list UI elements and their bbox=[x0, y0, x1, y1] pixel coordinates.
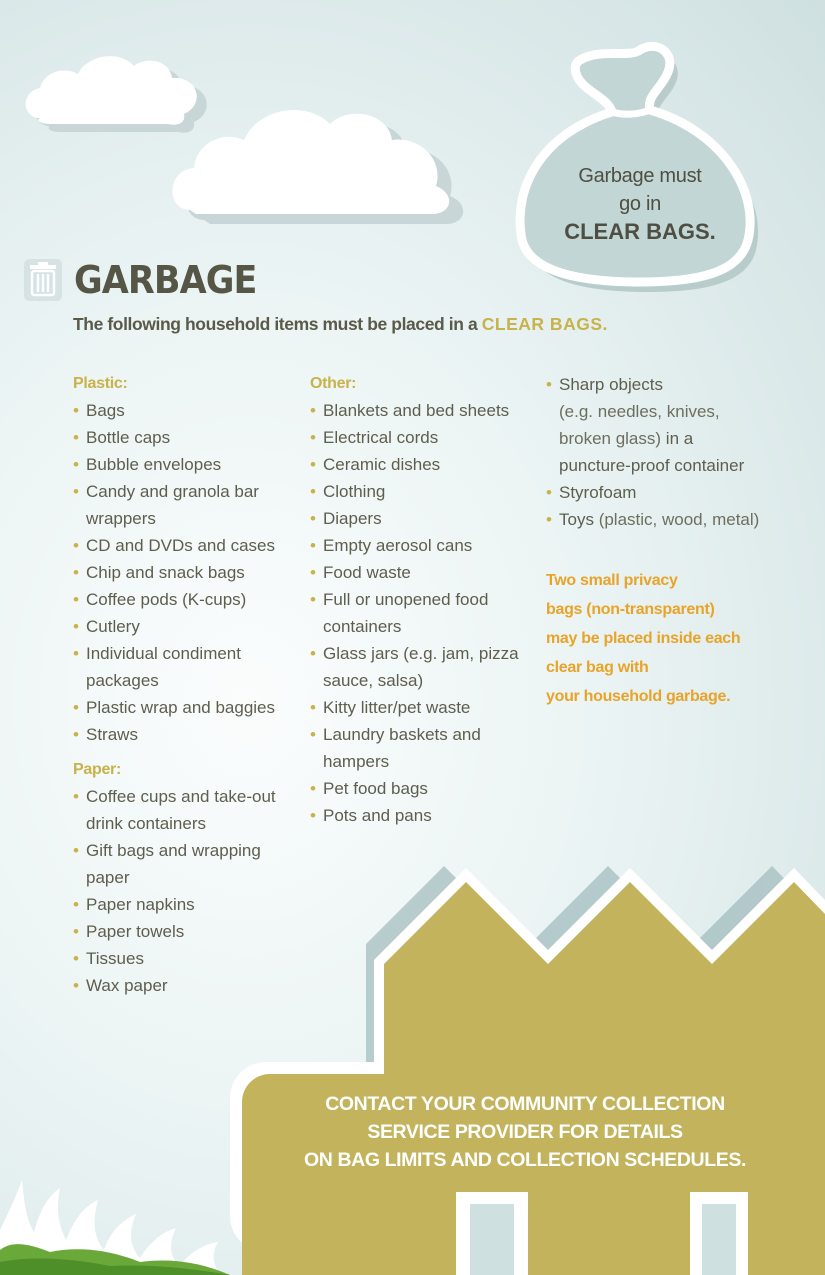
list-item: • Empty aerosol cans bbox=[310, 532, 525, 559]
list-item: • Electrical cords bbox=[310, 424, 525, 451]
column-plastic-paper bbox=[73, 370, 288, 999]
page-title: GARBAGE bbox=[74, 258, 257, 302]
sharp-objects-tail: in a puncture-proof container bbox=[559, 429, 745, 475]
note-line-2: bags (non-transparent) bbox=[546, 601, 715, 618]
other-continued-list bbox=[546, 371, 761, 533]
list-item: • Paper napkins bbox=[73, 891, 288, 918]
category-other-label: Other: bbox=[310, 375, 357, 392]
note-line-1: Two small privacy bbox=[546, 572, 678, 589]
list-item: • Bubble envelopes bbox=[73, 451, 288, 478]
list-item bbox=[546, 371, 761, 479]
list-item: • Paper towels bbox=[73, 918, 288, 945]
list-item: • Clothing bbox=[310, 478, 525, 505]
fence-illustration bbox=[230, 868, 825, 1275]
note-line-3: may be placed inside each bbox=[546, 630, 741, 647]
grass-illustration bbox=[0, 1180, 230, 1275]
list-item: • Individual condiment packages bbox=[73, 640, 288, 694]
list-item: • Coffee pods (K-cups) bbox=[73, 586, 288, 613]
callout-line-3: CLEAR BAGS. bbox=[564, 219, 716, 244]
cloud-left-icon bbox=[26, 56, 207, 133]
callout-line-2: go in bbox=[619, 193, 661, 215]
intro-text bbox=[73, 314, 608, 335]
contact-line-2: SERVICE PROVIDER FOR DETAILS bbox=[367, 1121, 683, 1143]
privacy-bags-note bbox=[546, 566, 786, 711]
list-item bbox=[546, 506, 761, 533]
plastic-list bbox=[73, 397, 288, 748]
list-item: • Pet food bags bbox=[310, 775, 525, 802]
clear-bags-callout bbox=[540, 162, 740, 246]
intro-main: The following household items must be placed in a bbox=[73, 314, 482, 334]
list-item: • Ceramic dishes bbox=[310, 451, 525, 478]
list-item: • Candy and granola bar wrappers bbox=[73, 478, 288, 532]
list-item: • Gift bags and wrapping paper bbox=[73, 837, 288, 891]
list-item: • Glass jars (e.g. jam, pizza sauce, salsa) bbox=[310, 640, 525, 694]
list-item: • Cutlery bbox=[73, 613, 288, 640]
other-list bbox=[310, 397, 525, 829]
cloud-right-icon bbox=[172, 110, 463, 224]
title-row bbox=[24, 258, 272, 302]
category-plastic-label: Plastic: bbox=[73, 375, 128, 392]
callout-line-1: Garbage must bbox=[578, 165, 702, 187]
column-other-continued bbox=[546, 371, 761, 533]
list-item: • Plastic wrap and baggies bbox=[73, 694, 288, 721]
list-item: • Kitty litter/pet waste bbox=[310, 694, 525, 721]
sharp-objects-label: Sharp objects bbox=[559, 375, 663, 394]
list-item: • Bags bbox=[73, 397, 288, 424]
contact-line-1: CONTACT YOUR COMMUNITY COLLECTION bbox=[325, 1093, 725, 1115]
sharp-objects-detail: (e.g. needles, knives, broken glass) bbox=[559, 402, 720, 448]
toys-label: Toys bbox=[559, 510, 594, 529]
category-paper-label: Paper: bbox=[73, 761, 121, 778]
toys-detail: (plastic, wood, metal) bbox=[593, 510, 760, 529]
note-line-4: clear bag with bbox=[546, 659, 649, 676]
list-item: • CD and DVDs and cases bbox=[73, 532, 288, 559]
list-item: • Pots and pans bbox=[310, 802, 525, 829]
intro-highlight: CLEAR BAGS. bbox=[481, 314, 608, 334]
list-item: • Wax paper bbox=[73, 972, 288, 999]
list-item: • Coffee cups and take-out drink containers bbox=[73, 783, 288, 837]
list-item: • Bottle caps bbox=[73, 424, 288, 451]
paper-list bbox=[73, 783, 288, 999]
list-item: • Straws bbox=[73, 721, 288, 748]
list-item: • Food waste bbox=[310, 559, 525, 586]
list-item: • Laundry baskets and hampers bbox=[310, 721, 525, 775]
note-line-5: your household garbage. bbox=[546, 688, 731, 705]
list-item: • Blankets and bed sheets bbox=[310, 397, 525, 424]
list-item: • Chip and snack bags bbox=[73, 559, 288, 586]
list-item: • Tissues bbox=[73, 945, 288, 972]
trash-can-icon bbox=[24, 259, 62, 301]
list-item: • Styrofoam bbox=[546, 479, 761, 506]
list-item: • Diapers bbox=[310, 505, 525, 532]
contact-provider-message bbox=[280, 1090, 770, 1174]
contact-line-3: ON BAG LIMITS AND COLLECTION SCHEDULES. bbox=[304, 1149, 746, 1171]
column-other bbox=[310, 370, 525, 829]
list-item: • Full or unopened food containers bbox=[310, 586, 525, 640]
